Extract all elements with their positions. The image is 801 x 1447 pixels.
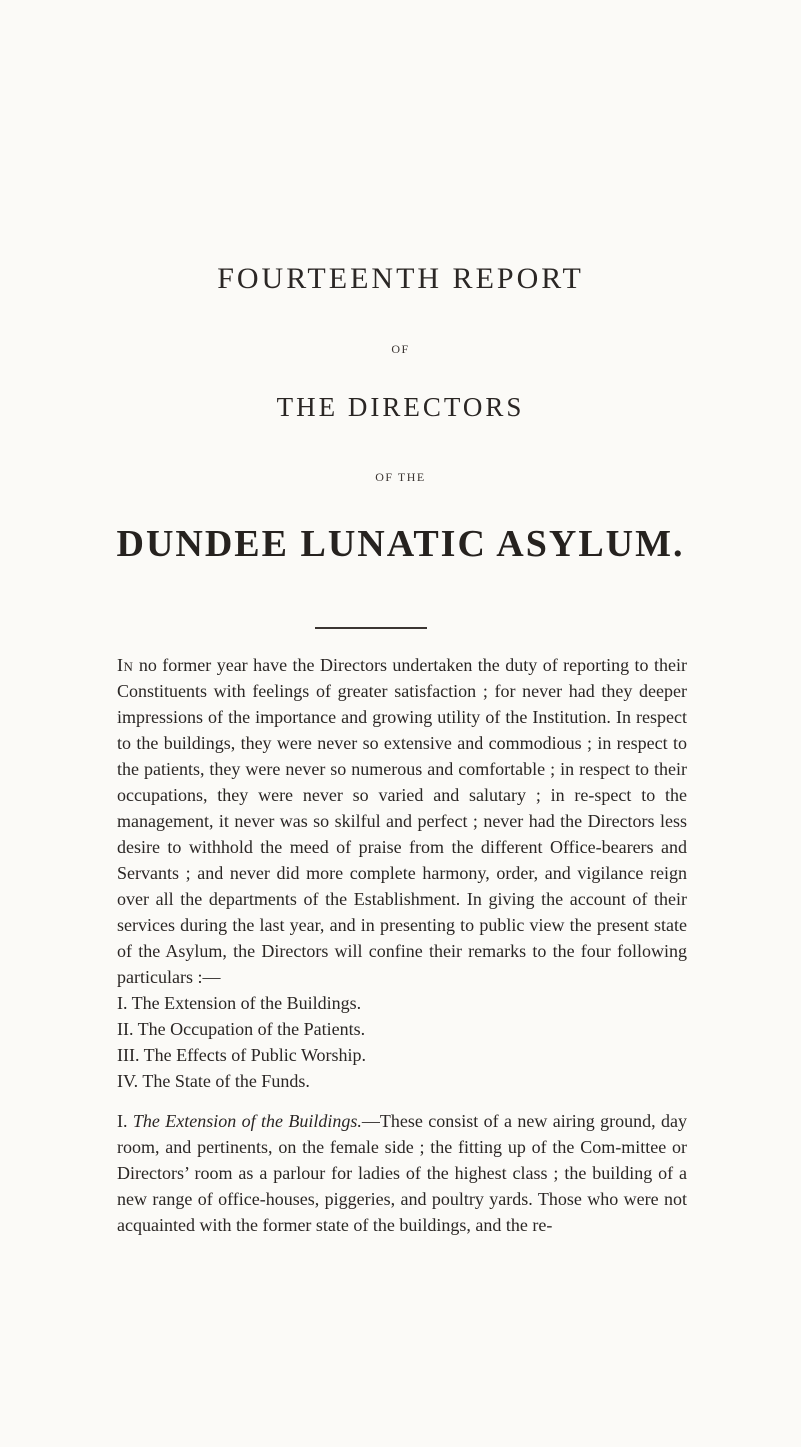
- particulars-list: [117, 990, 687, 1094]
- intro-first-word: In: [117, 655, 134, 675]
- section-one-heading: The Extension of the Buildings.: [132, 1111, 362, 1131]
- report-body: [117, 652, 687, 1238]
- particular-item: I. The Extension of the Buildings.: [117, 993, 362, 1013]
- intro-paragraph: [117, 652, 687, 990]
- institution-title: DUNDEE LUNATIC ASYLUM.: [116, 523, 685, 565]
- section-one-paragraph: [117, 1108, 687, 1238]
- divider-rule: [315, 627, 427, 629]
- section-one-text: —These consist of a new airing ground, day room, and pertinents, on the female side ; the fitting up of the Com-mittee or Directors’ room as a parlour for ladies of the highest class ; the building of a new range of office-houses, piggeries, and poultry yards. Those who were not acquainted with the former state of the buildings, and the re-: [117, 1111, 688, 1235]
- particular-item: III. The Effects of Public Worship.: [117, 1045, 367, 1065]
- of-label: OF: [391, 342, 410, 356]
- section-one-numeral: I.: [117, 1111, 133, 1131]
- directors-title: THE DIRECTORS: [276, 392, 525, 422]
- particular-item: II. The Occupation of the Patients.: [117, 1019, 366, 1039]
- of-the-label: OF THE: [375, 470, 426, 484]
- particular-item: IV. The State of the Funds.: [117, 1071, 310, 1091]
- report-title: FOURTEENTH REPORT: [217, 262, 584, 295]
- intro-text: no former year have the Directors undertaken the duty of reporting to their Constituents with feelings of greater satisfaction ; for never had they deeper impressions of the importance and growing utility of the Institution. In respect to the buildings, they were never so extensive and commodious ; in respect to the patients, they were never so numerous and comfortable ; in respect to their occupations, they were never so varied and salutary ; in re-spect to the management, it never was so skilful and perfect ; never had the Directors less desire to withhold the meed of praise from the different Office-bearers and Servants ; and never did more complete harmony, order, and vigilance reign over all the departments of the Establishment. In giving the account of their services during the last year, and in presenting to public view the present state of the Asylum, the Directors will confine their remarks to the four following particulars :—: [117, 655, 687, 987]
